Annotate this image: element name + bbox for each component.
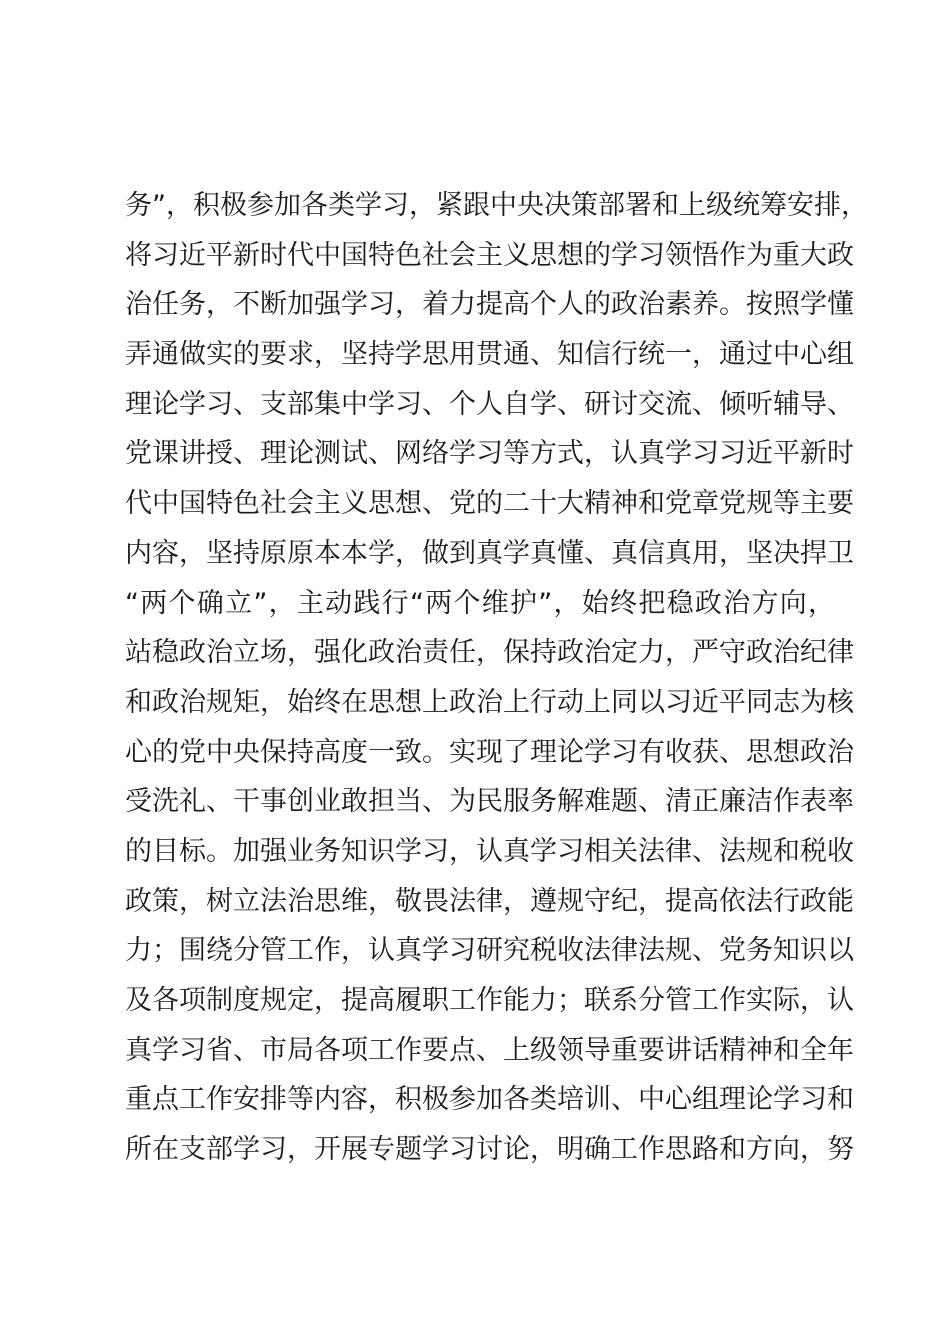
text-line: 务”，积极参加各类学习，紧跟中央决策部署和上级统筹安排，	[125, 190, 868, 221]
body-paragraph	[125, 181, 868, 1175]
text-line: 所在支部学习，开展专题学习讨论，明确工作思路和方向，努	[125, 1134, 854, 1166]
text-line: 将习近平新时代中国特色社会主义思想的学习领悟作为重大政	[125, 239, 854, 271]
text-line: 及各项制度规定，提高履职工作能力；联系分管工作实际，认	[125, 985, 854, 1016]
text-line: 代中国特色社会主义思想、党的二十大精神和党章党规等主要	[125, 488, 854, 520]
text-line: 和政治规矩，始终在思想上政治上行动上同以习近平同志为核	[125, 686, 854, 718]
text-line: 理论学习、支部集中学习、个人自学、研讨交流、倾听辅导、	[125, 388, 854, 420]
text-line: 政策，树立法治思维，敬畏法律，遵规守纪，提高依法行政能	[125, 885, 854, 917]
text-line: 站稳政治立场，强化政治责任，保持政治定力，严守政治纪律	[125, 637, 854, 669]
text-line: 治任务，不断加强学习，着力提高个人的政治素养。按照学懂	[125, 289, 854, 321]
text-line: 弄通做实的要求，坚持学思用贯通、知信行统一，通过中心组	[125, 339, 854, 371]
text-line: 受洗礼、干事创业敢担当、为民服务解难题、清正廉洁作表率	[125, 786, 854, 818]
text-line: 真学习省、市局各项工作要点、上级领导重要讲话精神和全年	[125, 1034, 854, 1066]
text-line: 力；围绕分管工作，认真学习研究税收法律法规、党务知识以	[125, 935, 854, 967]
text-line: 重点工作安排等内容，积极参加各类培训、中心组理论学习和	[125, 1084, 854, 1116]
text-line: “两个确立”，主动践行“两个维护”，始终把稳政治方向，	[125, 587, 835, 619]
text-line: 党课讲授、理论测试、网络学习等方式，认真学习习近平新时	[125, 438, 854, 470]
text-line: 的目标。加强业务知识学习，认真学习相关法律、法规和税收	[125, 835, 854, 867]
text-line: 心的党中央保持高度一致。实现了理论学习有收获、思想政治	[125, 736, 854, 768]
text-line: 内容，坚持原原本本学，做到真学真懂、真信真用，坚决捍卫	[125, 537, 854, 569]
